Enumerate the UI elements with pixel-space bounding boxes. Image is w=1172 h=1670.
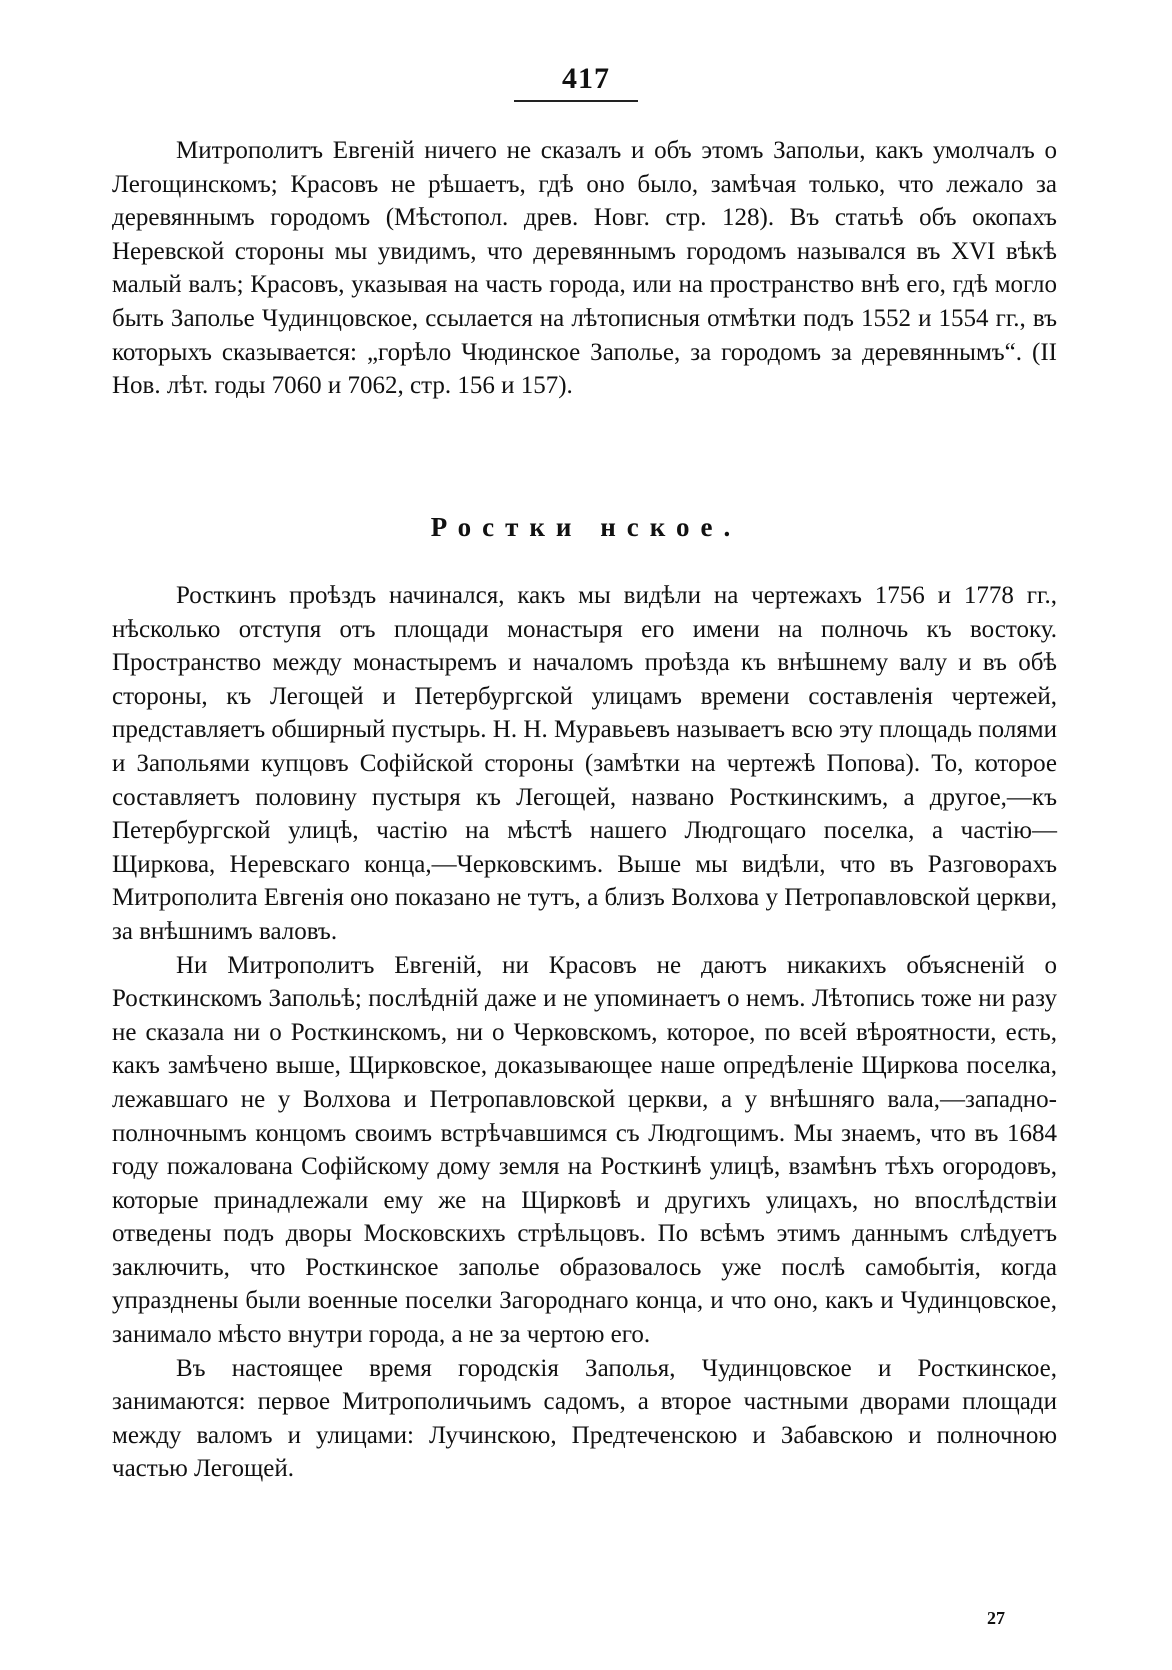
- signature-mark: 27: [987, 1608, 1005, 1628]
- page-number-rule: [514, 100, 638, 102]
- section-text-block: [112, 579, 1057, 1486]
- paragraph-2: Ни Митрополитъ Евгеній, ни Красовъ не даютъ никакихъ объясненій о Росткинскомъ Запольѣ; послѣдній даже и не упоминаетъ о немъ. Лѣтопись тоже ни разу не сказала ни о Росткинскомъ, ни о Черковскомъ, которое, по всей вѣроятности, есть, какъ замѣчено выше, Щирковское, доказывающее наше опредѣленіе Щиркова поселка, лежавшаго не у Волхова и Петропавловской церкви, а у внѣшняго вала,—западно-полночнымъ концомъ своимъ встрѣчавшимся съ Людгощимъ. Мы знаемъ, что въ 1684 году пожалована Софійскому дому земля на Росткинѣ улицѣ, взамѣнъ тѣхъ огородовъ, которые принадлежали ему же на Щирковѣ и другихъ улицахъ, но впослѣдствіи отведены подъ дворы Московскихъ стрѣльцовъ. По всѣмъ этимъ даннымъ слѣдуетъ заключить, что Росткинское заполье образовалось уже послѣ самобытія, когда упразднены были военные поселки Загороднаго конца, и что оно, какъ и Чудинцовское, занимало мѣсто внутри города, а не за чертою его.: [112, 951, 1057, 1349]
- section-heading: Ростки нское.: [430, 512, 742, 542]
- paragraph-3: Въ настоящее время городскія Заполья, Чудинцовское и Росткинское, занимаются: первое Митрополичьимъ садомъ, а второе частными дворами площади между валомъ и улицами: Лучинскою, Предтеченскою и Забавскою и полночною частью Легощей.: [112, 1354, 1057, 1483]
- top-paragraph: Митрополитъ Евгеній ничего не сказалъ и объ этомъ Запольи, какъ умолчалъ о Легощинскомъ; Красовъ не рѣшаетъ, гдѣ оно было, замѣчая только, что лежало за деревяннымъ городомъ (Мѣстопол. древ. Новг. стр. 128). Въ статьѣ объ окопахъ Неревской стороны мы увидимъ, что деревяннымъ городомъ назывался въ XVI вѣкѣ малый валъ; Красовъ, указывая на часть города, или на пространство внѣ его, гдѣ могло быть Заполье Чудинцовское, ссылается на лѣтописныя отмѣтки подъ 1552 и 1554 гг., въ которыхъ сказывается: „горѣло Чюдинское Заполье, за городомъ за деревяннымъ“. (II Нов. лѣт. годы 7060 и 7062, стр. 156 и 157).: [112, 137, 1057, 400]
- paragraph-1: Росткинъ проѣздъ начинался, какъ мы видѣли на чертежахъ 1756 и 1778 гг., нѣсколько отступя отъ площади монастыря его имени на полночь къ востоку. Пространство между монастыремъ и началомъ проѣзда къ внѣшнему валу и въ обѣ стороны, къ Легощей и Петербургской улицамъ времени составленія чертежей, представляетъ обширный пустырь. Н. Н. Муравьевъ называетъ всю эту площадь полями и Запольями купцовъ Софійской стороны (замѣтки на чертежѣ Попова). То, которое составляетъ половину пустыря къ Легощей, названо Росткинскимъ, а другое,—къ Петербургской улицѣ, частію на мѣстѣ нашего Людгощаго поселка, а частію—Щиркова, Неревскаго конца,—Черковскимъ. Выше мы видѣли, что въ Разговорахъ Митрополита Евгенія оно показано не тутъ, а близъ Волхова у Петропавловской церкви, за внѣшнимъ валовъ.: [112, 582, 1057, 945]
- top-text-block: [112, 134, 1057, 403]
- page-number: 417: [562, 62, 610, 95]
